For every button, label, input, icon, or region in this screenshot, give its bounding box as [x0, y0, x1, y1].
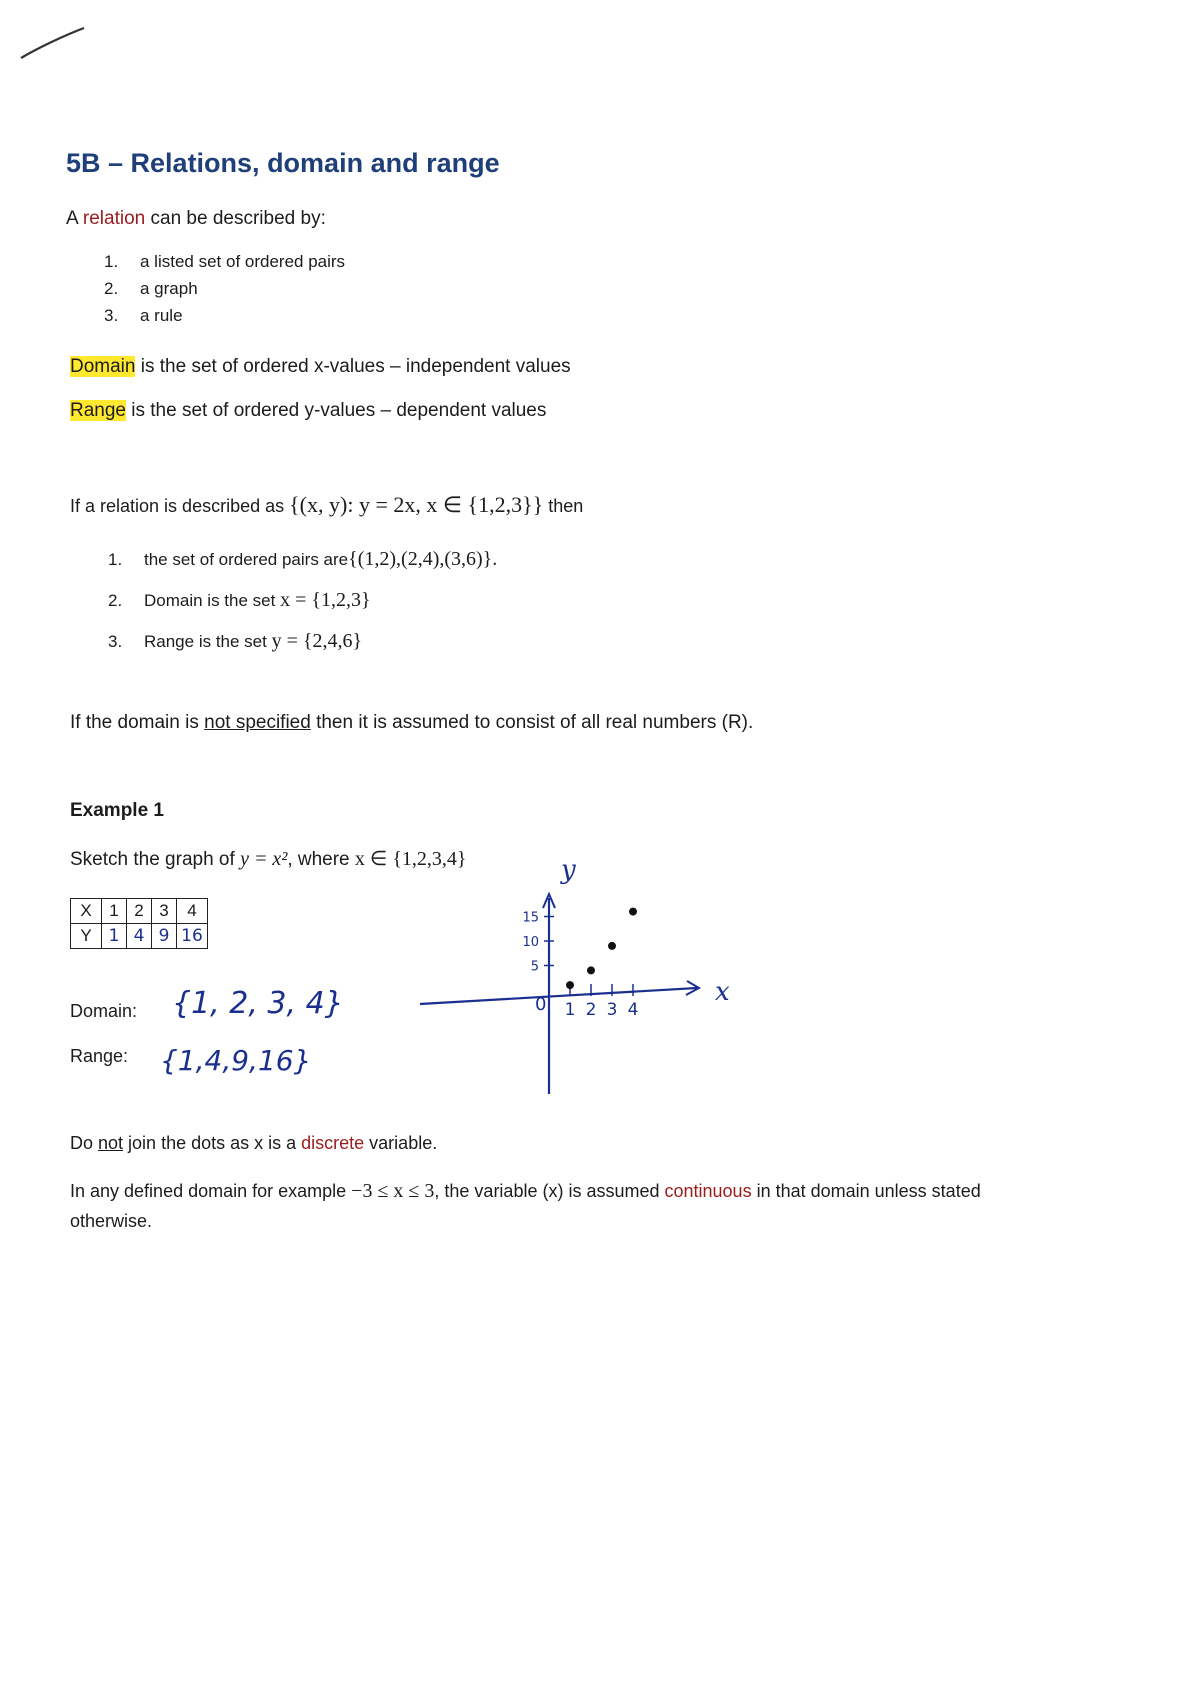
table-cell: 4	[177, 899, 208, 924]
example-heading: Example 1	[70, 800, 164, 821]
line3-text: otherwise.	[70, 1211, 153, 1231]
discrete-term: discrete	[301, 1133, 365, 1153]
continuous-note	[70, 1176, 1150, 1236]
line2-suffix: in that domain unless stated	[751, 1181, 981, 1201]
x-tick-label: 3	[606, 1000, 618, 1020]
table-cell: 1	[102, 899, 127, 924]
intro-suffix: can be described by:	[145, 208, 326, 229]
statement-suffix: then	[543, 496, 584, 516]
y-tick-label: 5	[530, 959, 539, 975]
item-math: y = {2,4,6}	[271, 630, 363, 652]
line2-mid: , the variable (x) is assumed	[434, 1181, 665, 1201]
table-cell: 2	[127, 899, 152, 924]
table-cell: 3	[152, 899, 177, 924]
range-text: is the set of ordered y-values – dependent values	[126, 400, 547, 421]
table-cell: 16	[177, 924, 208, 949]
x-axis-label: x	[715, 977, 730, 1007]
y-axis-label: y	[561, 855, 576, 885]
line1-mid: join the dots as x is a	[123, 1133, 302, 1153]
list-item: 3. a rule	[104, 306, 183, 325]
page-title: 5B – Relations, domain and range	[66, 148, 500, 178]
domain-label: Domain:	[70, 1001, 138, 1021]
item-text: a graph	[140, 279, 198, 298]
x-tick-label: 1	[564, 1000, 576, 1020]
range-label: Range:	[70, 1046, 129, 1066]
domain-term: Domain	[70, 356, 136, 377]
note-suffix: then it is assumed to consist of all real numbers (R).	[310, 712, 754, 733]
prompt-prefix: Sketch the graph of	[70, 849, 241, 870]
line2-prefix: In any defined domain for example	[70, 1181, 352, 1201]
y-tick-label: 15	[522, 910, 539, 926]
data-point	[608, 942, 616, 950]
table-cell: 4	[127, 924, 152, 949]
x-tick-label: 2	[585, 1000, 597, 1020]
x-tick-label: 4	[627, 1000, 639, 1020]
item-text: Domain is the set	[144, 591, 281, 610]
list-item: 2. a graph	[104, 279, 198, 298]
line2-math: −3 ≤ x ≤ 3	[351, 1180, 435, 1202]
note-prefix: If the domain is	[70, 712, 205, 733]
discrete-note	[70, 1133, 437, 1154]
domain-text: is the set of ordered x-values – independent values	[135, 356, 571, 377]
relation-term: relation	[82, 208, 146, 229]
range-term: Range	[70, 400, 126, 421]
intro-prefix: A	[66, 208, 83, 229]
item-math: x = {1,2,3}	[280, 589, 371, 611]
table-cell: 9	[152, 924, 177, 949]
data-point	[587, 966, 595, 974]
item-text: a listed set of ordered pairs	[140, 252, 346, 271]
table-cell: 1	[102, 924, 127, 949]
item-text: Range is the set	[144, 632, 272, 651]
list-item: 1. a listed set of ordered pairs	[104, 252, 346, 271]
prompt-math: y = x²	[240, 848, 288, 870]
table-header-x: X	[71, 899, 102, 924]
item-text: the set of ordered pairs are	[144, 550, 349, 569]
relation-expression: {(x, y): y = 2x, x ∈ {1,2,3}}	[289, 492, 544, 517]
prompt-mid: , where	[287, 849, 355, 870]
x-axis	[420, 988, 697, 1004]
list-item: 1. the set of ordered pairs are{(1,2),(2,4),(3,6)}.	[108, 548, 498, 570]
note-underlined: not specified	[204, 712, 311, 733]
prompt-math-set: x ∈ {1,2,3,4}	[354, 848, 467, 870]
list-item: 2. Domain is the set x = {1,2,3}	[108, 589, 371, 611]
line1-prefix: Do	[70, 1133, 99, 1153]
item-text: a rule	[140, 306, 183, 325]
range-answer: {1,4,9,16}	[160, 1044, 312, 1077]
line1-suffix: variable.	[364, 1133, 438, 1153]
continuous-term: continuous	[664, 1181, 752, 1201]
y-tick-label: 10	[522, 935, 539, 950]
table-header-y: Y	[71, 924, 102, 949]
domain-answer: {1, 2, 3, 4}	[172, 986, 344, 1021]
origin-label: 0	[535, 994, 547, 1015]
line1-not: not	[98, 1133, 124, 1153]
statement-prefix: If a relation is described as	[70, 496, 290, 516]
data-point	[566, 981, 574, 989]
data-point	[629, 908, 637, 916]
list-item: 3. Range is the set y = {2,4,6}	[108, 630, 363, 652]
item-math: {(1,2),(2,4),(3,6)}.	[348, 548, 498, 570]
